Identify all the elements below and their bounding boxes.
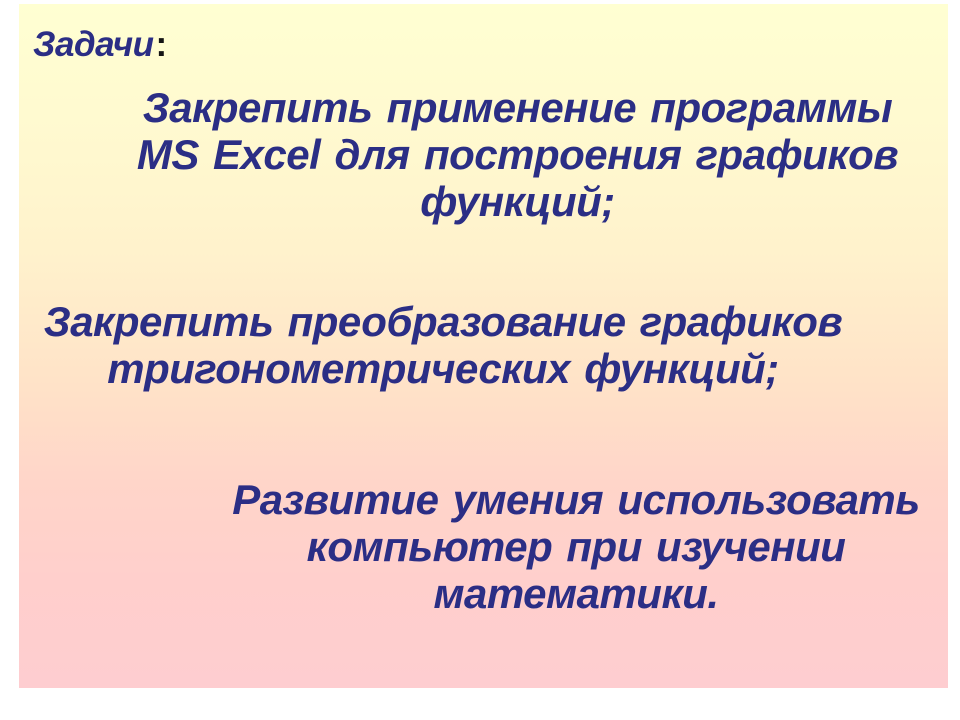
task-paragraph-excel <box>90 84 945 225</box>
task-line: компьютер при изучении <box>306 523 846 570</box>
task-line: Развитие умения использовать <box>232 476 920 523</box>
task-paragraph-transformations <box>40 298 846 392</box>
task-line: Закрепить применение программы <box>142 84 893 131</box>
task-line: Закрепить преобразование графиков <box>43 298 843 345</box>
slide-title-text: Задачи <box>33 25 154 64</box>
task-line: MS Excel для построения графиков <box>136 131 899 178</box>
task-paragraph-computer-skills <box>206 476 946 617</box>
task-line: функций; <box>420 178 615 225</box>
slide-title <box>33 24 167 66</box>
task-line: тригонометрических функций; <box>107 345 779 392</box>
task-line: математики. <box>433 570 719 617</box>
slide-title-colon: : <box>155 25 168 64</box>
